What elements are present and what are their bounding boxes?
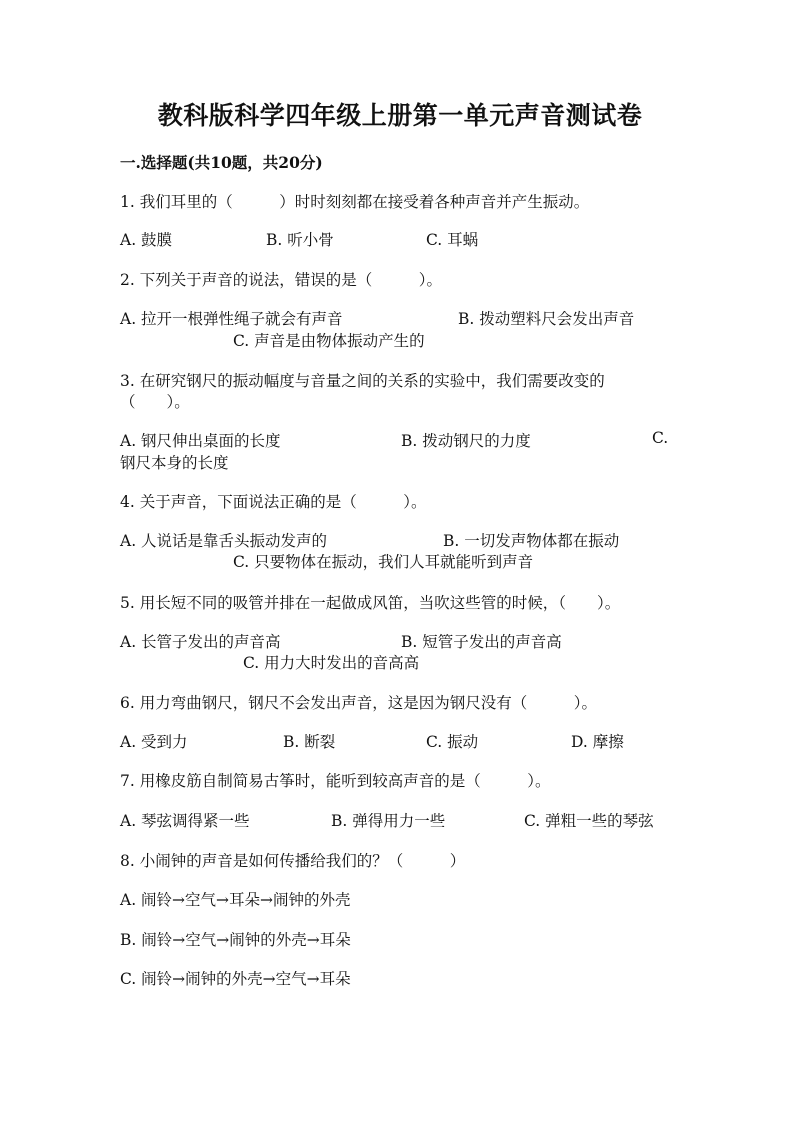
question-3-stem: 3. 在研究钢尺的振动幅度与音量之间的关系的实验中，我们需要改变的 [120, 372, 605, 390]
question-2-stem: 2. 下列关于声音的说法，错误的是（ ）。 [120, 271, 442, 289]
q4-option-b: B. 一切发声物体都在振动 [443, 532, 620, 550]
q4-option-a: A. 人说话是靠舌头振动发声的 [120, 532, 328, 550]
q4-option-c: C. 只要物体在振动，我们人耳就能听到声音 [233, 553, 534, 571]
question-3-stem-cont: （ ）。 [120, 393, 190, 411]
q6-option-d: D. 摩擦 [571, 733, 624, 751]
q3-option-c-label: C. [652, 429, 669, 447]
q1-option-b: B. 听小骨 [266, 231, 334, 249]
q8-option-b: B. 闹铃→空气→闹钟的外壳→耳朵 [120, 931, 351, 949]
q2-option-a: A. 拉开一根弹性绳子就会有声音 [120, 310, 343, 328]
question-4-stem: 4. 关于声音，下面说法正确的是（ ）。 [120, 493, 427, 511]
q3-option-a: A. 钢尺伸出桌面的长度 [120, 432, 281, 450]
q8-option-c: C. 闹铃→闹钟的外壳→空气→耳朵 [120, 970, 351, 988]
q6-option-c: C. 振动 [426, 733, 479, 751]
q1-option-a: A. 鼓膜 [120, 231, 173, 249]
q5-option-b: B. 短管子发出的声音高 [401, 633, 562, 651]
exam-title: 教科版科学四年级上册第一单元声音测试卷 [157, 101, 643, 130]
q3-option-c-text: 钢尺本身的长度 [120, 454, 229, 472]
q6-option-b: B. 断裂 [283, 733, 336, 751]
q1-option-c: C. 耳蜗 [426, 231, 479, 249]
q2-option-c: C. 声音是由物体振动产生的 [233, 332, 425, 350]
question-1-stem: 1. 我们耳里的（ ）时时刻刻都在接受着各种声音并产生振动。 [120, 193, 590, 211]
q2-option-b: B. 拨动塑料尺会发出声音 [458, 310, 635, 328]
question-7-stem: 7. 用橡皮筋自制简易古筝时，能听到较高声音的是（ ）。 [120, 772, 551, 790]
section-heading: 一.选择题(共10题，共20分) [120, 153, 323, 172]
question-8-stem: 8. 小闹钟的声音是如何传播给我们的？（ ） [120, 852, 466, 870]
q6-option-a: A. 受到力 [120, 733, 188, 751]
q7-option-c: C. 弹粗一些的琴弦 [524, 812, 654, 830]
q7-option-b: B. 弹得用力一些 [331, 812, 446, 830]
q3-option-b: B. 拨动钢尺的力度 [401, 432, 531, 450]
q5-option-a: A. 长管子发出的声音高 [120, 633, 281, 651]
question-5-stem: 5. 用长短不同的吸管并排在一起做成风笛，当吹这些管的时候，（ ）。 [120, 594, 621, 612]
question-6-stem: 6. 用力弯曲钢尺，钢尺不会发出声音，这是因为钢尺没有（ ）。 [120, 694, 597, 712]
q8-option-a: A. 闹铃→空气→耳朵→闹钟的外壳 [120, 891, 351, 909]
q7-option-a: A. 琴弦调得紧一些 [120, 812, 250, 830]
q5-option-c: C. 用力大时发出的音高高 [243, 654, 420, 672]
